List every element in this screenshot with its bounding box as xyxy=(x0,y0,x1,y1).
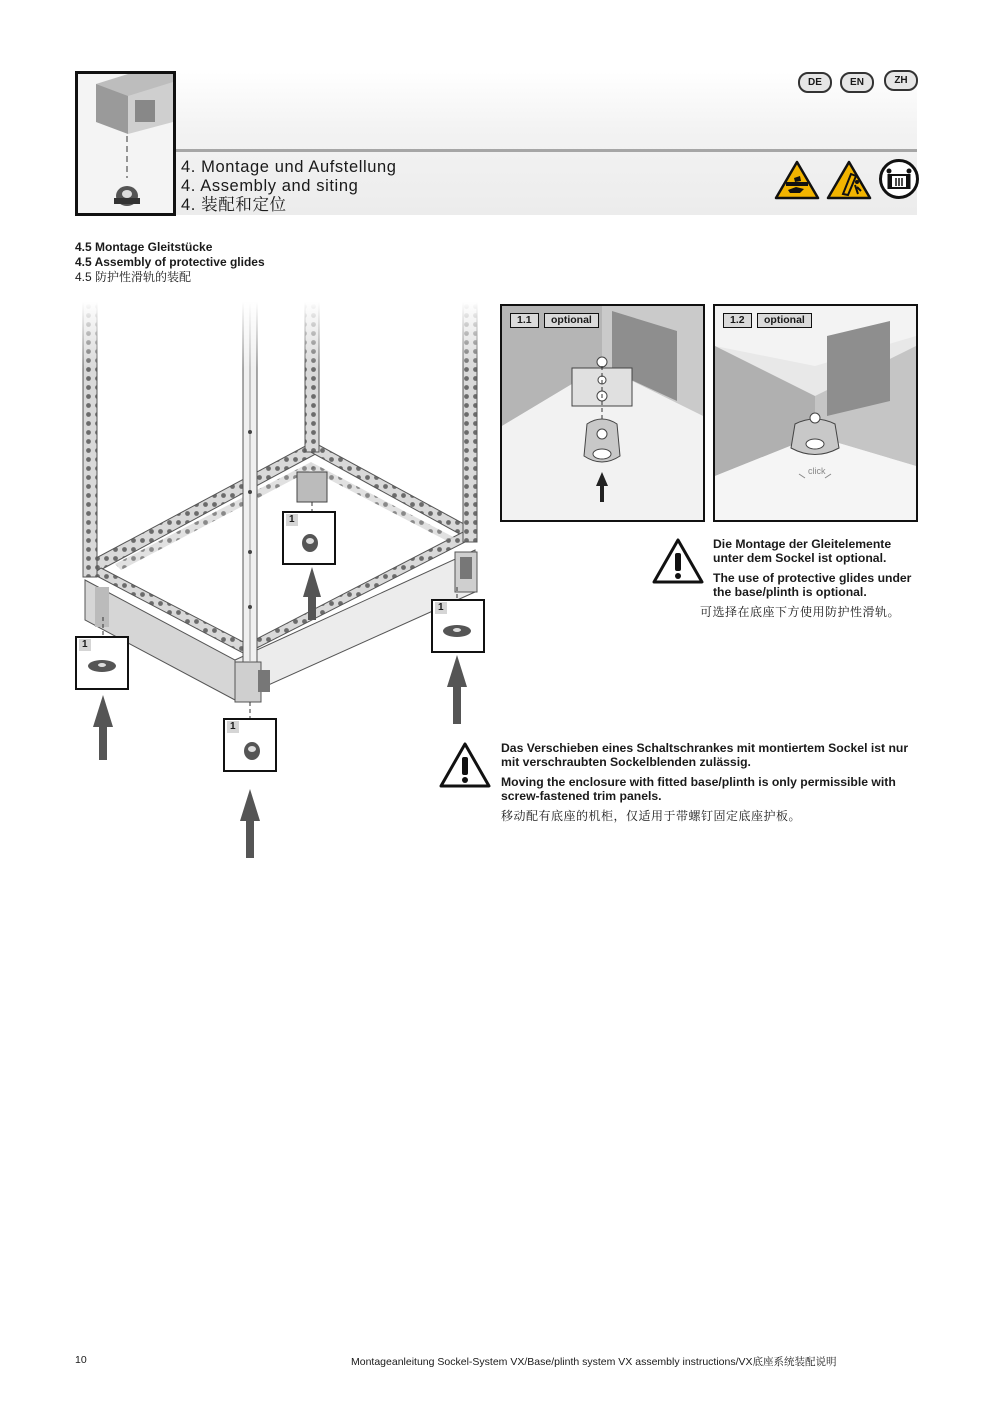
step-number: 1 xyxy=(227,721,239,733)
footer-document-title: Montageanleitung Sockel-System VX/Base/plinth system VX assembly instructions/VX底座系统装配说明 xyxy=(351,1356,837,1368)
chapter-title xyxy=(181,158,397,215)
optional-note-zh: 可选择在底座下方使用防护性滑轨。 xyxy=(700,605,901,619)
chapter-title-de: 4. Montage und Aufstellung xyxy=(181,158,397,176)
click-sound-label: click xyxy=(808,466,826,476)
step-number: 1 xyxy=(79,639,91,651)
moving-note-en: Moving the enclosure with fitted base/plinth is only permissible with screw-fastened trim panels. xyxy=(501,775,896,803)
header-rule xyxy=(174,149,917,152)
language-badge-de: DE xyxy=(798,72,832,93)
section-heading xyxy=(75,240,265,285)
detail-step-label: 1.1 xyxy=(510,313,539,328)
warning-triangle-icon xyxy=(651,537,705,590)
moving-note-zh: 移动配有底座的机柜，仅适用于带螺钉固定底座护板。 xyxy=(501,809,802,823)
optional-note-en: The use of protective glides under the base/plinth is optional. xyxy=(713,571,912,599)
chapter-title-en: 4. Assembly and siting xyxy=(181,177,359,195)
section-heading-de: 4.5 Montage Gleitstücke xyxy=(75,240,213,254)
optional-glides-note xyxy=(700,537,918,625)
step-1-callout-front xyxy=(223,718,277,772)
moving-note-de: Das Verschieben eines Schaltschrankes mit montiertem Sockel ist nur mit verschraubten Sockelblenden zulässig. xyxy=(501,741,909,769)
detail-figure-1-2 xyxy=(713,304,918,522)
step-1-callout-right xyxy=(431,599,485,653)
optional-tag: optional xyxy=(757,313,812,328)
step-number: 1 xyxy=(286,514,298,526)
moving-enclosure-note xyxy=(501,741,913,829)
step-number: 1 xyxy=(435,602,447,614)
language-badge-zh: ZH xyxy=(884,70,918,91)
two-person-lift-icon xyxy=(878,158,920,205)
chapter-title-zh: 4. 装配和定位 xyxy=(181,196,287,214)
warning-triangle-icon xyxy=(438,741,492,794)
optional-tag: optional xyxy=(544,313,599,328)
page-number: 10 xyxy=(75,1354,87,1366)
chapter-thumbnail xyxy=(75,71,176,216)
language-badge-en: EN xyxy=(840,72,874,93)
enclosure-frame-illustration xyxy=(75,302,485,858)
hand-crush-warning-icon xyxy=(774,160,820,205)
step-1-callout-left xyxy=(75,636,129,690)
detail-step-label: 1.2 xyxy=(723,313,752,328)
step-1-callout-rear xyxy=(282,511,336,565)
optional-note-de: Die Montage der Gleitelemente unter dem Sockel ist optional. xyxy=(713,537,892,565)
section-heading-en: 4.5 Assembly of protective glides xyxy=(75,255,265,269)
section-heading-zh: 4.5 防护性滑轨的装配 xyxy=(75,270,192,284)
detail-figure-1-1 xyxy=(500,304,705,522)
tipping-warning-icon xyxy=(826,160,872,205)
